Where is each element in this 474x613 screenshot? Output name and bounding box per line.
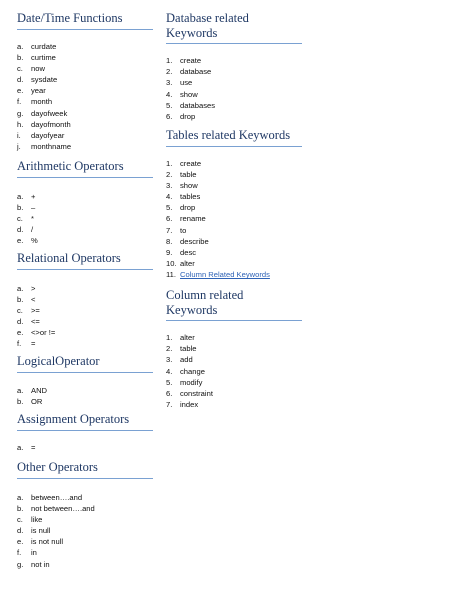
column-related-keywords-link[interactable]: Column Related Keywords [180, 270, 270, 280]
list-item [17, 224, 155, 235]
list-item [166, 332, 304, 343]
list-item-text: AND [31, 385, 48, 395]
list-marker: b. [17, 202, 24, 212]
list-marker: 2. [166, 344, 173, 354]
list-item-text: like [31, 514, 43, 524]
section-database-keywords [166, 11, 304, 122]
list-item-text: constraint [180, 388, 213, 398]
list-item-text: – [31, 202, 36, 212]
list-item-text: alter [180, 333, 195, 342]
list-item [166, 202, 304, 213]
list-item [17, 559, 155, 570]
list-item [17, 141, 155, 152]
list-item [17, 305, 155, 316]
section-tables-keywords [166, 128, 304, 281]
list-item [17, 52, 155, 63]
list-marker: 6. [166, 214, 173, 224]
list-item [166, 66, 304, 77]
list-item-text: <>or != [31, 328, 56, 338]
list-item-text: modify [180, 377, 203, 387]
list-item [166, 180, 304, 191]
list-item-text: add [180, 355, 193, 365]
list-item [17, 235, 155, 246]
list-item-text: month [31, 97, 53, 107]
list-marker: 9. [166, 248, 173, 257]
list-item [17, 191, 155, 202]
list-item [166, 213, 304, 224]
heading-line: Column related [166, 288, 244, 302]
list-marker: 6. [166, 388, 173, 398]
list-item [17, 503, 155, 514]
list-item [166, 388, 304, 399]
heading-line: Database related [166, 11, 249, 25]
list-item [17, 108, 155, 119]
section-column-keywords [166, 288, 304, 410]
list-item [17, 327, 155, 338]
list-item-text: = [31, 442, 36, 452]
list-item-text: is null [31, 526, 51, 536]
list-item [166, 158, 304, 169]
section-arithmetic-operators [17, 159, 155, 246]
heading-line: Keywords [166, 25, 218, 40]
section-heading [166, 288, 302, 321]
item-list [166, 332, 304, 410]
list-item [166, 55, 304, 66]
list-item-text: change [180, 366, 205, 376]
list-item-text: to [180, 225, 187, 235]
list-marker: a. [17, 283, 24, 293]
list-item [17, 213, 155, 224]
list-marker: 10. [166, 259, 177, 269]
list-item-text: desc [180, 248, 197, 257]
list-marker: 2. [166, 67, 173, 77]
list-item [17, 547, 155, 558]
list-item-text: not between….and [31, 503, 95, 513]
list-marker: a. [17, 385, 24, 395]
list-marker: 1. [166, 56, 173, 65]
list-item [17, 442, 155, 453]
list-item-text: sysdate [31, 75, 58, 85]
section-heading [166, 11, 302, 44]
list-item-text: databases [180, 100, 216, 110]
list-marker: 3. [166, 355, 173, 365]
section-heading: Arithmetic Operators [17, 159, 153, 178]
list-marker: a. [17, 492, 24, 502]
list-item [166, 236, 304, 247]
list-marker: 7. [166, 225, 173, 235]
list-item-text: + [31, 191, 36, 201]
list-marker: b. [17, 396, 24, 406]
list-item-text: table [180, 169, 197, 179]
list-item-text: show [180, 180, 198, 190]
list-item [166, 100, 304, 111]
list-marker: 2. [166, 169, 173, 179]
list-marker: g. [17, 108, 24, 118]
list-item-text: use [180, 78, 193, 88]
list-item [17, 492, 155, 503]
list-marker: b. [17, 294, 24, 304]
list-item-text: OR [31, 396, 43, 406]
list-item [17, 119, 155, 130]
list-item [166, 258, 304, 269]
list-marker: 5. [166, 100, 173, 110]
list-item [17, 74, 155, 85]
item-list [166, 55, 304, 122]
list-item-text: show [180, 89, 198, 99]
list-item-text: not in [31, 559, 50, 569]
list-marker: 3. [166, 78, 173, 88]
list-item-text: in [31, 548, 37, 558]
list-item [166, 225, 304, 236]
section-heading: LogicalOperator [17, 354, 153, 373]
list-item [166, 366, 304, 377]
list-marker: e. [17, 537, 24, 547]
list-item [17, 202, 155, 213]
section-heading: Relational Operators [17, 251, 153, 270]
list-marker: d. [17, 75, 24, 85]
list-item [17, 536, 155, 547]
list-item-text: between….and [31, 492, 83, 502]
list-marker: 8. [166, 236, 173, 246]
section-other-operators [17, 460, 155, 570]
list-marker: f. [17, 339, 22, 349]
list-item-text: dayofweek [31, 108, 68, 118]
list-marker: c. [17, 63, 23, 73]
list-item [166, 169, 304, 180]
list-marker: c. [17, 514, 23, 524]
list-marker: c. [17, 213, 23, 223]
list-marker: g. [17, 559, 24, 569]
list-marker: f. [17, 548, 22, 558]
list-item [17, 396, 155, 407]
heading-line: Keywords [166, 302, 218, 317]
list-item [166, 399, 304, 410]
list-item-text: <= [31, 317, 40, 327]
list-item [17, 96, 155, 107]
section-heading: Date/Time Functions [17, 11, 153, 30]
list-item [166, 269, 304, 280]
item-list [17, 191, 155, 247]
list-marker: e. [17, 86, 24, 96]
list-item-text: now [31, 63, 45, 73]
list-marker: j. [17, 142, 21, 152]
list-item-text: >= [31, 305, 40, 315]
list-item-text: table [180, 344, 197, 354]
list-item [17, 85, 155, 96]
list-item-text: < [31, 294, 36, 304]
list-item [166, 111, 304, 122]
item-list [17, 492, 155, 570]
list-item-text: drop [180, 111, 196, 121]
list-marker: 4. [166, 192, 173, 202]
list-item-text: alter [180, 259, 195, 269]
list-item [17, 41, 155, 52]
list-marker: a. [17, 442, 24, 452]
list-item [17, 130, 155, 141]
list-item [166, 354, 304, 365]
list-item-text: / [31, 225, 34, 235]
list-marker: 4. [166, 366, 173, 376]
section-logical-operator [17, 354, 155, 407]
section-assignment-operators [17, 412, 155, 453]
list-item-text: tables [180, 192, 201, 202]
list-item-text: rename [180, 214, 206, 224]
list-item-text: describe [180, 236, 209, 246]
list-marker: 4. [166, 89, 173, 99]
item-list [166, 158, 304, 281]
list-item [166, 343, 304, 354]
list-marker: e. [17, 328, 24, 338]
list-item [166, 89, 304, 100]
list-item [17, 385, 155, 396]
list-item-text: is not null [31, 537, 64, 547]
list-marker: d. [17, 526, 24, 536]
list-marker: i. [17, 131, 21, 140]
list-item-text: create [180, 158, 202, 168]
list-marker: 5. [166, 203, 173, 213]
list-item-text: database [180, 67, 212, 77]
item-list [17, 442, 155, 453]
list-item-text: = [31, 339, 36, 349]
list-item [17, 63, 155, 74]
list-item-text: index [180, 400, 199, 410]
list-item-text: * [31, 213, 34, 223]
list-item-text: year [31, 86, 46, 96]
list-item-text: curdate [31, 41, 57, 51]
item-list [17, 385, 155, 407]
section-heading: Assignment Operators [17, 412, 153, 431]
list-marker: 6. [166, 111, 173, 121]
list-item-text: monthname [31, 142, 72, 152]
list-item-text: dayofyear [31, 131, 65, 140]
list-item-text: create [180, 56, 202, 65]
list-item-text: % [31, 236, 38, 246]
list-marker: e. [17, 236, 24, 246]
list-item [17, 294, 155, 305]
section-relational-operators [17, 251, 155, 350]
list-item [17, 283, 155, 294]
section-heading: Other Operators [17, 460, 153, 479]
list-marker: d. [17, 225, 24, 235]
list-item [17, 338, 155, 349]
list-marker: 7. [166, 400, 173, 410]
list-item-text: dayofmonth [31, 119, 71, 129]
section-heading: Tables related Keywords [166, 128, 302, 147]
list-item-text: drop [180, 203, 196, 213]
item-list [17, 41, 155, 153]
list-item [166, 77, 304, 88]
item-list [17, 283, 155, 350]
list-marker: d. [17, 317, 24, 327]
list-marker: b. [17, 52, 24, 62]
list-marker: 5. [166, 377, 173, 387]
list-item [17, 514, 155, 525]
list-marker: c. [17, 305, 23, 315]
list-marker: 1. [166, 333, 173, 342]
list-marker: h. [17, 119, 24, 129]
list-marker: b. [17, 503, 24, 513]
section-date-time-functions [17, 11, 155, 152]
list-item-text: curtime [31, 52, 56, 62]
list-item [17, 525, 155, 536]
list-marker: 1. [166, 158, 173, 168]
list-item [166, 377, 304, 388]
list-marker: 11. [166, 270, 176, 280]
list-item [17, 316, 155, 327]
list-item-text: > [31, 283, 36, 293]
list-marker: a. [17, 41, 24, 51]
list-marker: a. [17, 191, 24, 201]
list-item [166, 191, 304, 202]
list-item [166, 247, 304, 258]
list-marker: f. [17, 97, 22, 107]
list-marker: 3. [166, 180, 173, 190]
